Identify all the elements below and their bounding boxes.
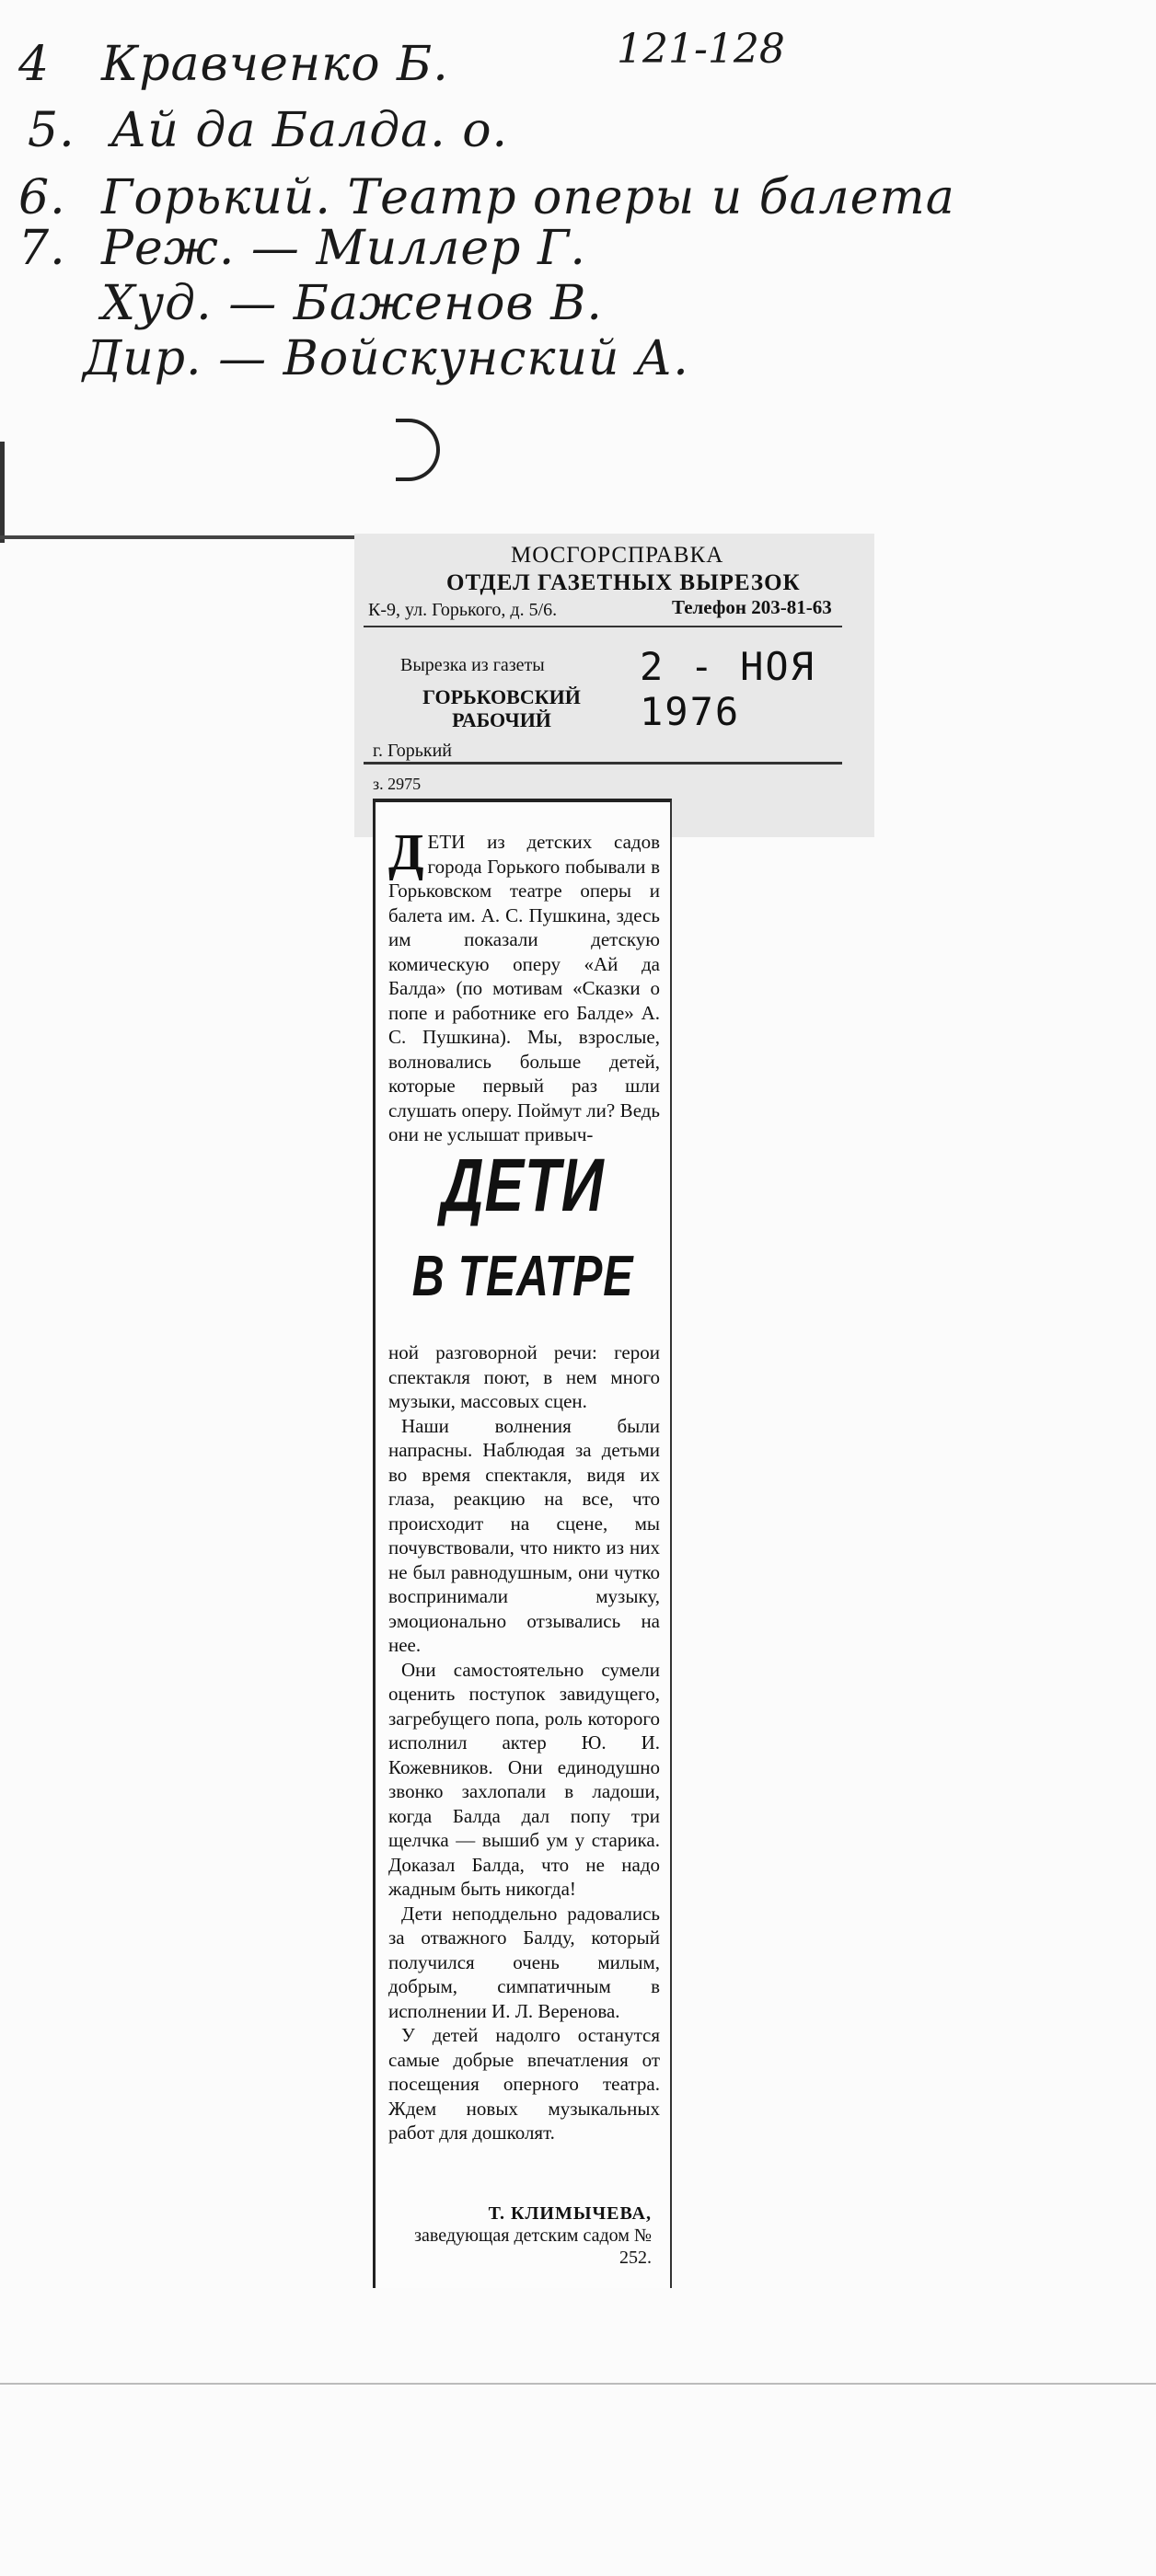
paper-fold-line [0,2383,1156,2385]
paragraph: Дети неподдельно радовались за отважного Балду, который получился очень милым, добрым, симпатичным в исполнении И. Л. Веренова. [388,1902,660,2022]
stamp-divider [364,626,842,627]
stamp-number: з. 2975 [373,775,422,793]
note-line-6: 6. Горький. Театр оперы и балета [18,170,955,225]
note-line-7: 7. Реж. — Миллер Г. [18,221,586,276]
reference-number: 121-128 [617,26,785,73]
note-line-4: 4 Кравченко Б. [18,37,449,92]
note-line-artist: Худ. — Баженов В. [101,276,603,331]
stamp-address: К-9, ул. Горького, д. 5/6. [368,600,558,620]
stamp-phone: Телефон 203-81-63 [672,596,832,618]
stamp-clip-label: Вырезка из газеты [400,655,545,675]
paragraph: ной разговорной речи: герои спектакля поют, в нем много музыки, массовых сцен. [388,1341,660,1412]
stamp-org: МОСГОРСПРАВКА [511,543,724,568]
headline-sub: В ТЕАТРЕ [411,1245,634,1308]
article-signature [403,2202,652,2269]
stamp-divider [364,762,842,765]
article-lead: ДЕТИ из детских садов города Горького побывали в Горьковском театре оперы и балета им. А. С. Пушкина, здесь им показали детскую комическую оперу «Ай да Балда» (по мотивам «Сказки о попе и работнике его Балде» А. С. Пушкина). Мы, взрослые, волновались больше детей, которые первый раз шли слушать оперу. Поймут ли? Ведь они не услышат привыч- [388,824,660,1145]
paragraph: Они самостоятельно сумели оценить поступок завидущего, загребущего попа, роль которого исполнил актер Ю. И. Кожевников. Они единодушно звонко захлопали в ладоши, когда Балда дал попу три щелчка — вышиб ум у старика. Доказал Балда, что не надо жадным быть никогда! [388,1658,660,1900]
drop-cap: Д [388,824,424,881]
pen-mark [396,419,440,481]
stamp-newspaper: ГОРЬКОВСКИЙ РАБОЧИЙ [422,685,581,731]
newspaper-clipping [373,799,672,2288]
stamp-city: г. Горький [373,741,452,761]
paragraph: Наши волнения были напрасны. Наблюдая за детьми во время спектакля, видя их глаза, реакцию на все, что происходит на сцене, мы почувствовали, что никто из них не был равнодушным, они чутко воспринимали музыку, эмоционально отзывались на нее. [388,1414,660,1656]
handwritten-note [0,0,1156,543]
paragraph: У детей надолго останутся самые добрые впечатления от посещения оперного театра. Ждем новых музыкальных работ для дошколят. [388,2024,660,2144]
author-role: заведующая детским садом № 252. [414,2225,652,2268]
headline-main: ДЕТИ [441,1144,605,1227]
article-body [388,1340,660,2145]
author-name: Т. КЛИМЫЧЕВА, [488,2203,652,2224]
note-line-conductor: Дир. — Войскунский А. [83,331,689,386]
stamp-dept: ОТДЕЛ ГАЗЕТНЫХ ВЫРЕЗОК [446,570,801,595]
note-line-5: 5. Ай да Балда. о. [28,103,509,158]
clipping-stamp [354,534,874,837]
stamp-date: 2 - НОЯ 1976 [640,644,816,734]
paper-edge [0,442,5,543]
